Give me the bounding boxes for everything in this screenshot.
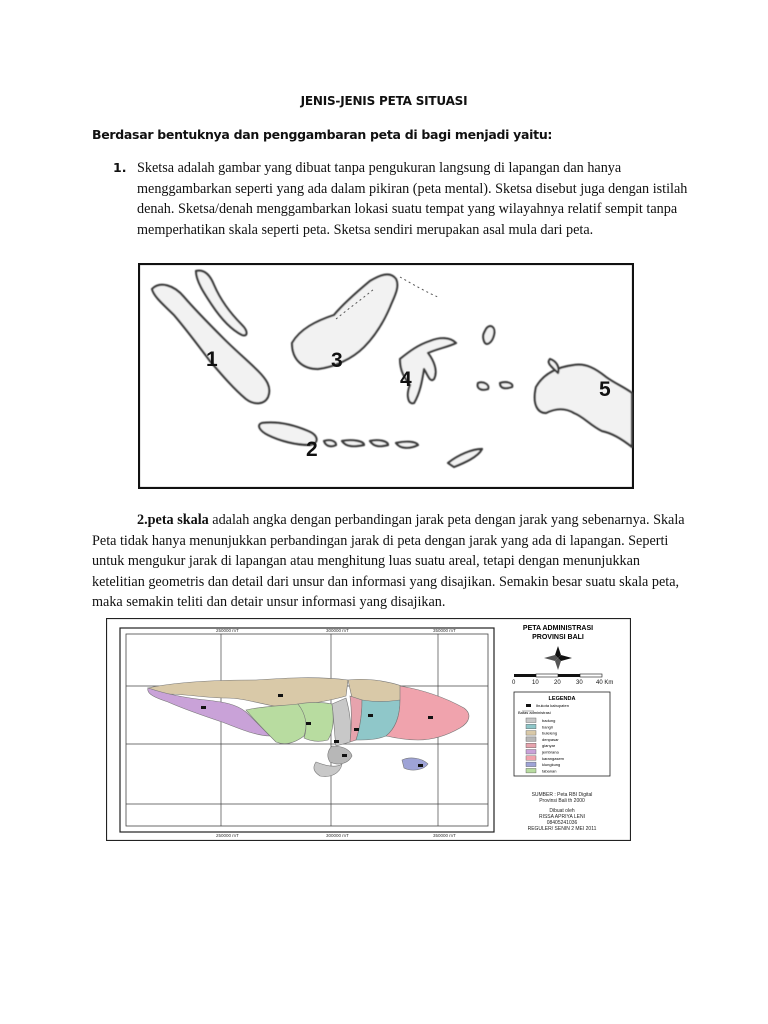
- sketch-label-3: 3: [331, 349, 343, 372]
- subheading: Berdasar bentuknya dan penggambaran peta di bagi menjadi yaitu:: [92, 127, 553, 142]
- legend-swatch: [526, 731, 536, 736]
- legend-swatch: [526, 750, 536, 755]
- indonesia-sketch-map: [138, 263, 634, 489]
- item1-paragraph: Sketsa adalah gambar yang dibuat tanpa pengukuran langsung di lapangan dan hanya menggambarkan seperti yang ada dalam pikiran (peta mental). Sketsa disebut juga dengan istilah denah. Sketsa/denah menggambarkan lokasi suatu tempat yang wilayahnya relatif sempit tanpa memperhatikan skala seperti peta. Sketsa sendiri merupakan asal mula dari peta.: [137, 160, 688, 238]
- source-line1: SUMBER : Peta RBI Digital: [531, 792, 593, 798]
- legend-label: karangasem: [542, 755, 565, 761]
- scale-tick-2: 20: [554, 680, 561, 686]
- sketch-label-2: 2: [306, 438, 318, 461]
- bali-administrative-map: [106, 618, 631, 841]
- legend-label: tabanan: [542, 768, 557, 774]
- sketch-label-5: 5: [599, 378, 611, 401]
- legend-label: jembrana: [542, 749, 559, 755]
- scale-tick-0: 0: [512, 680, 516, 686]
- author-nim: 08405241036: [546, 820, 578, 826]
- legend-swatch: [526, 743, 536, 748]
- scale-tick-3: 30: [576, 680, 583, 686]
- legend-label: denpasar: [542, 736, 559, 742]
- item1-number: 1.: [113, 160, 127, 175]
- legend-swatch: [526, 737, 536, 742]
- made-by-label: Dibuat oleh: [549, 808, 575, 814]
- source-line2: Provinsi Bali th 2000: [539, 798, 585, 804]
- top-coord-1: 250000 mT: [216, 628, 239, 633]
- legend-label: bangli: [542, 724, 553, 730]
- legend-symbol-label: Ibukota kabupaten: [536, 703, 569, 708]
- map-title-line2: PROVINSI BALI: [532, 634, 584, 641]
- item2-term: 2.peta skala: [137, 512, 209, 528]
- sketch-label-1: 1: [206, 348, 218, 371]
- item2-paragraph: [92, 510, 692, 613]
- legend-swatch: [526, 724, 536, 729]
- legend-label: buleleng: [542, 730, 558, 736]
- scale-tick-1: 10: [532, 680, 539, 686]
- bottom-coord-2: 300000 mT: [326, 833, 349, 838]
- sketch-label-4: 4: [400, 368, 412, 391]
- legend-swatch: [526, 718, 536, 723]
- legend-admin-label: Batas administrasi: [518, 710, 551, 715]
- author-class: REGULER/ SENIN 2 MEI 2011: [527, 826, 597, 832]
- legend-title: LEGENDA: [548, 696, 576, 702]
- top-coord-3: 350000 mT: [433, 628, 456, 633]
- legend-swatch: [526, 768, 536, 773]
- bottom-coord-1: 250000 mT: [216, 833, 239, 838]
- page-title: JENIS-JENIS PETA SITUASI: [300, 94, 468, 108]
- legend-swatch: [526, 756, 536, 761]
- legend-swatch: [526, 762, 536, 767]
- map-title-line1: PETA ADMINISTRASI: [522, 625, 594, 632]
- item2-text: adalah angka dengan perbandingan jarak peta dengan jarak yang sebenarnya. Skala Peta tidak hanya menunjukkan perbandingan jarak di peta dengan jarak yang ada di lapangan. Seperti untuk mengukur jarak di lapangan atau menghitung luas suatu areal, tetapi dengan menunjukkan ketelitian geometris dan detail dari unsur dan informasi yang disajikan. Semakin besar suatu skala peta, maka semakin teliti dan detair unsur informasi yang disajikan.: [92, 512, 685, 610]
- author-name: RISSA APRIYA LENI: [538, 814, 586, 820]
- legend-label: gianyar: [542, 743, 556, 749]
- legend-label: klungkung: [542, 762, 561, 768]
- scale-tick-4: 40 Km: [596, 680, 614, 686]
- bottom-coord-3: 350000 mT: [433, 833, 456, 838]
- top-coord-2: 300000 mT: [326, 628, 349, 633]
- scale-bar: [514, 674, 602, 677]
- legend-label: badung: [542, 718, 556, 723]
